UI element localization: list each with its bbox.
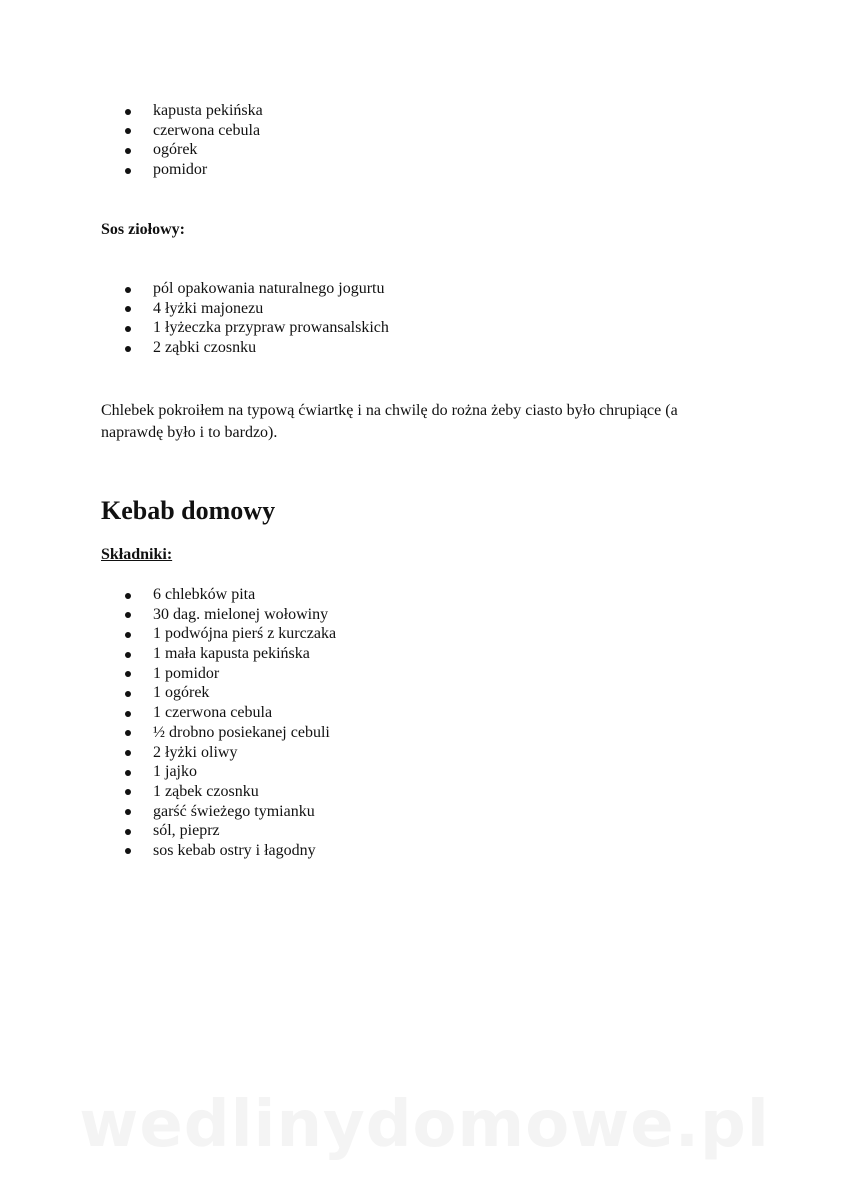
bullet-icon <box>125 346 131 352</box>
list-item: ogórek <box>125 140 263 160</box>
list-item: 1 pomidor <box>125 664 336 684</box>
bullet-icon <box>125 306 131 312</box>
list-item: 2 łyżki oliwy <box>125 743 336 763</box>
list-item: sos kebab ostry i łagodny <box>125 841 336 861</box>
list-item: 1 czerwona cebula <box>125 703 336 723</box>
list-item: 6 chlebków pita <box>125 585 336 605</box>
list-item: kapusta pekińska <box>125 101 263 121</box>
sauce-list <box>125 279 389 358</box>
bullet-icon <box>125 691 131 697</box>
list-item: sól, pieprz <box>125 821 336 841</box>
bullet-icon <box>125 632 131 638</box>
ingredients-list <box>125 585 336 861</box>
bullet-icon <box>125 829 131 835</box>
list-item: 1 ogórek <box>125 683 336 703</box>
list-item: 1 jajko <box>125 762 336 782</box>
bullet-icon <box>125 789 131 795</box>
bullet-icon <box>125 168 131 174</box>
body-paragraph: Chlebek pokroiłem na typową ćwiartkę i na chwilę do rożna żeby ciasto było chrupiące (a naprawdę było i to bardzo). <box>101 402 678 441</box>
bullet-icon <box>125 652 131 658</box>
list-item: 1 mała kapusta pekińska <box>125 644 336 664</box>
section-title: Kebab domowy <box>101 496 276 525</box>
list-item: pomidor <box>125 160 263 180</box>
bullet-icon <box>125 612 131 618</box>
bullet-icon <box>125 848 131 854</box>
sauce-heading: Sos ziołowy: <box>101 221 185 238</box>
vegetables-list <box>125 101 263 180</box>
bullet-icon <box>125 128 131 134</box>
bullet-icon <box>125 770 131 776</box>
bullet-icon <box>125 730 131 736</box>
bullet-icon <box>125 326 131 332</box>
list-item: 2 ząbki czosnku <box>125 338 389 358</box>
watermark: wedlinydomowe.pl <box>79 1088 770 1162</box>
list-item: ½ drobno posiekanej cebuli <box>125 723 336 743</box>
list-item: garść świeżego tymianku <box>125 802 336 822</box>
bullet-icon <box>125 287 131 293</box>
list-item: 30 dag. mielonej wołowiny <box>125 605 336 625</box>
bullet-icon <box>125 148 131 154</box>
list-item: 4 łyżki majonezu <box>125 299 389 319</box>
list-item: 1 łyżeczka przypraw prowansalskich <box>125 318 389 338</box>
list-item: czerwona cebula <box>125 121 263 141</box>
ingredients-heading: Składniki: <box>101 546 173 563</box>
bullet-icon <box>125 809 131 815</box>
bullet-icon <box>125 750 131 756</box>
bullet-icon <box>125 711 131 717</box>
bullet-icon <box>125 671 131 677</box>
list-item: 1 ząbek czosnku <box>125 782 336 802</box>
list-item: 1 podwójna pierś z kurczaka <box>125 624 336 644</box>
list-item: pól opakowania naturalnego jogurtu <box>125 279 389 299</box>
bullet-icon <box>125 109 131 115</box>
bullet-icon <box>125 593 131 599</box>
